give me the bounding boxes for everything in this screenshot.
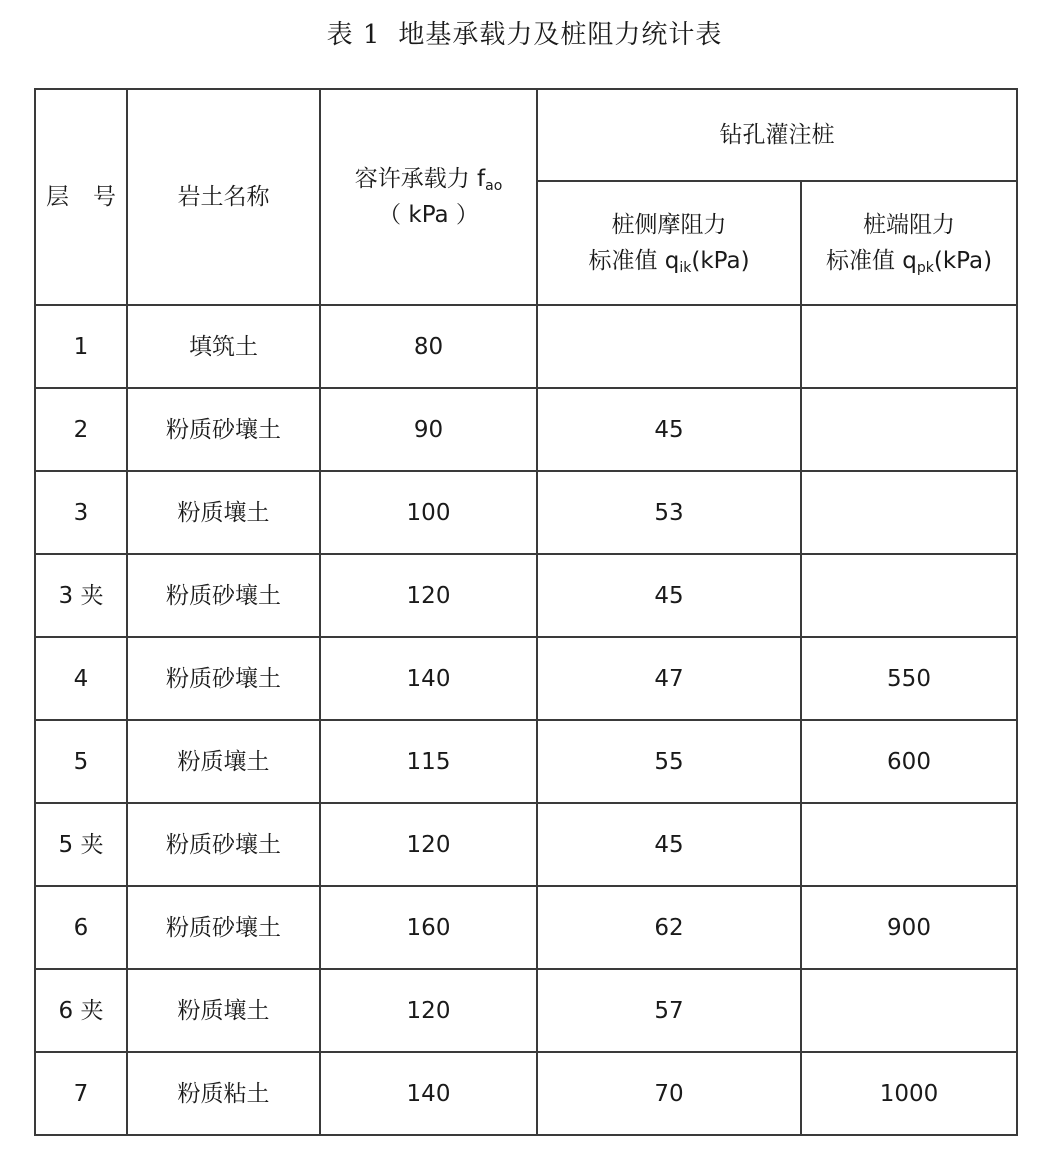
cell-end-resistance: 1000 (801, 1052, 1017, 1135)
table-row (35, 803, 1017, 886)
table-row (35, 637, 1017, 720)
cell-side-friction: 45 (537, 803, 801, 886)
table-row (35, 388, 1017, 471)
cell-layer: 6 夹 (35, 969, 127, 1052)
cell-end-resistance (801, 969, 1017, 1052)
header-soil-name: 岩土名称 (127, 89, 320, 305)
header-end-resistance: 桩端阻力 标准值 $q_{pk}(kPa)$ (801, 181, 1017, 305)
cell-soil-name: 粉质砂壤土 (127, 886, 320, 969)
cell-end-resistance (801, 471, 1017, 554)
cell-end-resistance: 900 (801, 886, 1017, 969)
caption-label: 表 1 (326, 20, 381, 50)
cell-allowable: 90 (320, 388, 537, 471)
cell-soil-name: 粉质壤土 (127, 969, 320, 1052)
cell-soil-name: 粉质砂壤土 (127, 388, 320, 471)
cell-allowable: 140 (320, 637, 537, 720)
header-bored-pile: 钻孔灌注桩 (537, 89, 1017, 181)
cell-end-resistance: 550 (801, 637, 1017, 720)
cell-side-friction: 57 (537, 969, 801, 1052)
cell-allowable: 100 (320, 471, 537, 554)
cell-layer: 2 (35, 388, 127, 471)
cell-side-friction: 47 (537, 637, 801, 720)
table-row (35, 554, 1017, 637)
cell-layer: 5 夹 (35, 803, 127, 886)
cell-allowable: 120 (320, 969, 537, 1052)
cell-side-friction: 70 (537, 1052, 801, 1135)
cell-allowable: 140 (320, 1052, 537, 1135)
cell-layer: 4 (35, 637, 127, 720)
cell-layer: 1 (35, 305, 127, 388)
cell-side-friction: 45 (537, 554, 801, 637)
table-row (35, 886, 1017, 969)
cell-layer: 5 (35, 720, 127, 803)
cell-side-friction (537, 305, 801, 388)
table-caption (0, 14, 1045, 51)
cell-side-friction: 55 (537, 720, 801, 803)
cell-allowable: 115 (320, 720, 537, 803)
cell-soil-name: 粉质壤土 (127, 471, 320, 554)
table-row (35, 471, 1017, 554)
cell-side-friction: 62 (537, 886, 801, 969)
cell-end-resistance (801, 388, 1017, 471)
cell-side-friction: 45 (537, 388, 801, 471)
bearing-capacity-table (34, 88, 1018, 1136)
header-allowable-capacity: 容许承载力 $f_{ao}$ （ kPa ） (320, 89, 537, 305)
cell-allowable: 120 (320, 554, 537, 637)
cell-allowable: 160 (320, 886, 537, 969)
cell-soil-name: 粉质砂壤土 (127, 554, 320, 637)
header-row-1 (35, 89, 1017, 181)
cell-end-resistance: 600 (801, 720, 1017, 803)
caption-title: 地基承载力及桩阻力统计表 (398, 20, 723, 50)
cell-layer: 7 (35, 1052, 127, 1135)
header-side-friction: 桩侧摩阻力 标准值 $q_{ik}(kPa)$ (537, 181, 801, 305)
cell-end-resistance (801, 305, 1017, 388)
cell-layer: 6 (35, 886, 127, 969)
cell-soil-name: 粉质砂壤土 (127, 803, 320, 886)
cell-layer: 3 (35, 471, 127, 554)
cell-side-friction: 53 (537, 471, 801, 554)
table-row (35, 969, 1017, 1052)
cell-allowable: 120 (320, 803, 537, 886)
table-row (35, 720, 1017, 803)
cell-soil-name: 粉质砂壤土 (127, 637, 320, 720)
cell-soil-name: 粉质粘土 (127, 1052, 320, 1135)
cell-soil-name: 粉质壤土 (127, 720, 320, 803)
header-layer-number: 层 号 (35, 89, 127, 305)
table-row (35, 305, 1017, 388)
cell-soil-name: 填筑土 (127, 305, 320, 388)
cell-end-resistance (801, 803, 1017, 886)
table-body (35, 305, 1017, 1135)
cell-end-resistance (801, 554, 1017, 637)
cell-layer: 3 夹 (35, 554, 127, 637)
table-row (35, 1052, 1017, 1135)
cell-allowable: 80 (320, 305, 537, 388)
